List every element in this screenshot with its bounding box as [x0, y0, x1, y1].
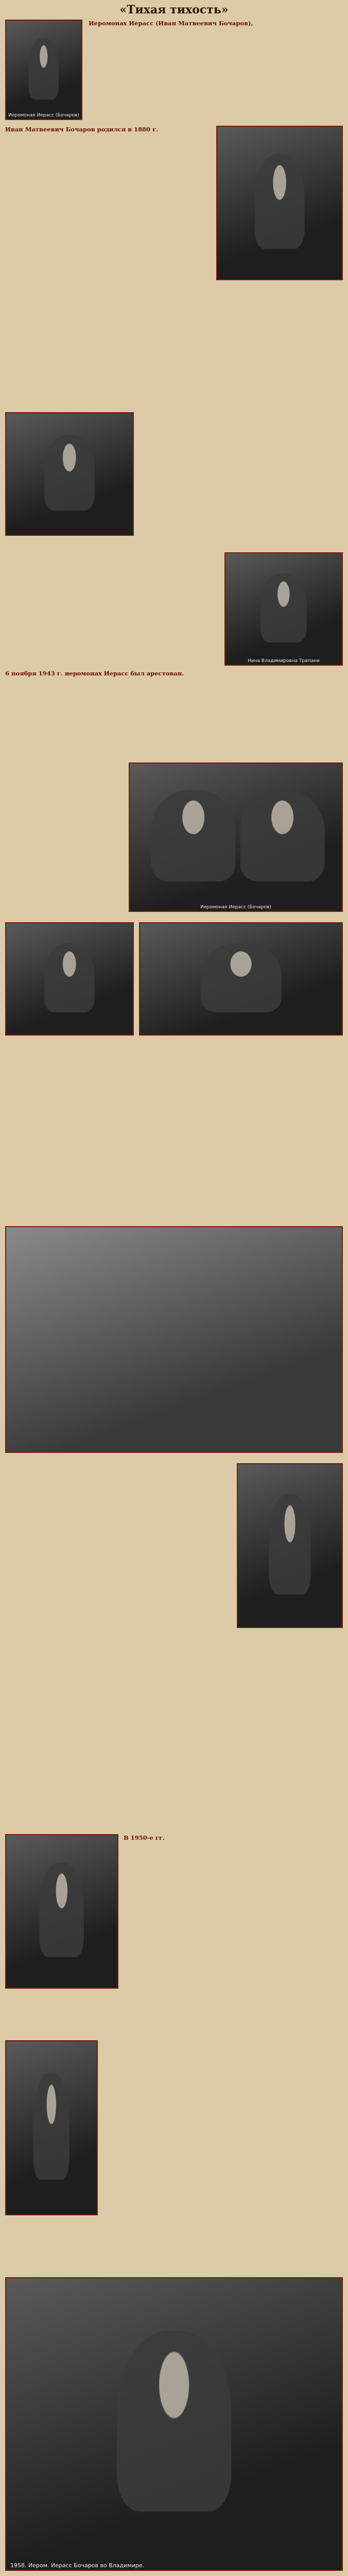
- portrait-figure: [117, 2331, 231, 2512]
- portrait-figure: [29, 38, 59, 99]
- portrait-photo-7: [139, 922, 343, 1036]
- arrest-paragraph: [5, 670, 343, 757]
- photo-caption: Нина Владимировна Трапани: [248, 658, 320, 664]
- bio-paragraph-1: [5, 126, 211, 280]
- photo-caption: Иеромонах Иерасс (Бочаров): [200, 905, 271, 910]
- portrait-figure: [201, 943, 282, 1012]
- portrait-figure: [255, 154, 305, 249]
- portrait-figure: [260, 573, 307, 642]
- page-title: «Тихая тихость»: [119, 3, 229, 16]
- portrait-photo-poem: [5, 2040, 98, 2215]
- portrait-photo-4: [224, 552, 343, 666]
- portrait-photo-3: [5, 412, 134, 536]
- portrait-figure: [151, 790, 236, 881]
- bio-lede: Иван Матвеевич Бочаров родился в 1880 г.: [5, 126, 159, 133]
- intro-lede: Иеромонах Иерасс (Иван Матвеевич Бочаров),: [89, 20, 253, 27]
- portrait-photo-10: [5, 1834, 118, 1989]
- portrait-photo-8: [237, 1463, 343, 1628]
- arrest-lede: 6 ноября 1943 г. иеромонах Иерасс был арестован.: [5, 670, 184, 677]
- portrait-figure: [40, 1862, 84, 1957]
- group-photo: [129, 762, 343, 912]
- portrait-figure: [240, 790, 325, 881]
- fifties-lede: В 1950-е гг.: [124, 1834, 165, 1841]
- portrait-figure: [269, 1494, 311, 1595]
- portrait-photo-1: [5, 20, 82, 120]
- portrait-figure: [33, 2072, 69, 2179]
- final-photo: [5, 2277, 343, 2571]
- portrait-figure: [44, 435, 95, 510]
- photo-caption: Иеромонах Иерасс (Бочаров): [8, 113, 79, 118]
- bio-paragraph-2: [5, 286, 343, 408]
- letter-excerpt: [139, 412, 343, 536]
- portrait-photo-6: [5, 922, 134, 1036]
- landscape-photo: [5, 1226, 343, 1453]
- camp-paragraph: [5, 1463, 232, 1628]
- intro-paragraph: [89, 20, 343, 120]
- fifties-paragraph: [124, 1834, 343, 1989]
- portrait-figure: [44, 943, 95, 1012]
- poem-intro: [103, 2040, 343, 2112]
- portrait-photo-2: [216, 126, 343, 280]
- photo-caption: 1958. Иером. Иерасс Бочаров во Владимире.: [10, 2562, 144, 2569]
